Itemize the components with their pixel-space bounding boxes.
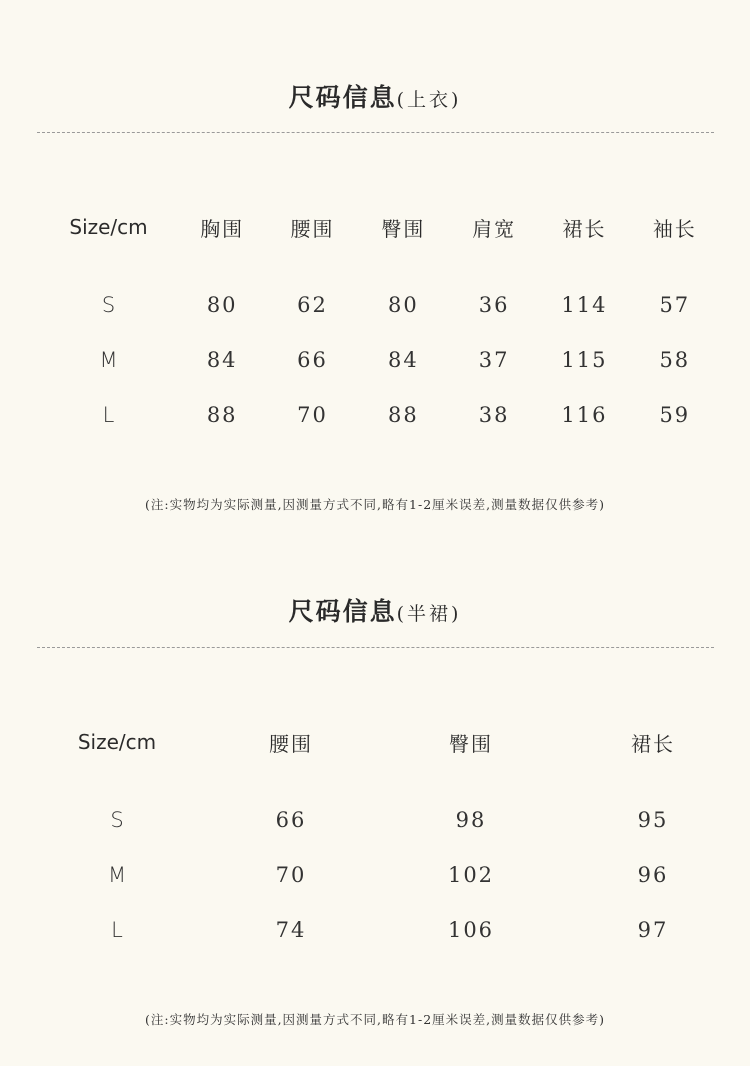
table-cell: 88 (206, 402, 238, 427)
table-cell: 70 (297, 402, 328, 427)
skirt-section-title (0, 592, 750, 628)
table-row (28, 902, 740, 957)
table-cell: 66 (297, 347, 328, 372)
skirt-table-header-row (28, 722, 740, 762)
table-cell: 80 (206, 292, 238, 317)
table-cell: 114 (561, 292, 608, 317)
table-cell: 88 (387, 402, 419, 427)
table-cell: 36 (478, 292, 510, 317)
top-header-dress-length: 裙长 (562, 216, 607, 241)
size-cell: S (101, 292, 116, 317)
table-cell: 38 (478, 402, 510, 427)
table-cell: 74 (275, 917, 307, 942)
table-cell: 96 (637, 862, 669, 887)
top-header-bust: 胸围 (200, 216, 245, 241)
table-cell: 102 (447, 862, 495, 887)
skirt-header-length: 裙长 (631, 731, 675, 756)
table-cell: 84 (387, 347, 419, 372)
top-section-title (0, 78, 750, 114)
table-cell: 84 (206, 347, 238, 372)
table-row (40, 387, 720, 442)
top-title-sub: (上衣) (396, 89, 462, 111)
table-cell: 106 (447, 917, 495, 942)
top-table-header-row (40, 207, 720, 247)
top-size-table (40, 207, 720, 442)
skirt-size-table (28, 722, 740, 957)
size-cell: L (102, 402, 115, 427)
top-measurement-note: (注:实物均为实际测量,因测量方式不同,略有1-2厘米误差,测量数据仅供参考) (144, 497, 606, 512)
table-cell: 80 (387, 292, 419, 317)
skirt-header-hip: 臀围 (449, 731, 493, 756)
skirt-header-waist: 腰围 (269, 731, 313, 756)
table-cell: 58 (659, 347, 691, 372)
size-cell: M (99, 347, 118, 372)
table-cell: 66 (275, 807, 307, 832)
table-cell: 70 (275, 862, 307, 887)
table-row (40, 277, 720, 332)
table-row (28, 847, 740, 902)
top-header-size: Size/cm (69, 215, 148, 239)
skirt-title-divider (37, 647, 714, 648)
skirt-title-main: 尺码信息 (288, 597, 397, 626)
table-cell: 115 (561, 347, 608, 372)
table-cell: 95 (637, 807, 669, 832)
table-cell: 98 (455, 807, 487, 832)
top-header-sleeve-length: 袖长 (652, 216, 697, 241)
skirt-measurement-note: (注:实物均为实际测量,因测量方式不同,略有1-2厘米误差,测量数据仅供参考) (144, 1012, 606, 1027)
top-title-divider (37, 132, 714, 133)
top-header-waist: 腰围 (290, 216, 335, 241)
top-header-shoulder: 肩宽 (472, 216, 517, 241)
skirt-title-sub: (半裙) (396, 603, 462, 625)
size-cell: M (107, 862, 127, 887)
size-cell: S (110, 807, 124, 832)
table-cell: 37 (478, 347, 510, 372)
top-header-hip: 臀围 (381, 216, 426, 241)
table-row (40, 332, 720, 387)
table-cell: 62 (297, 292, 328, 317)
size-cell: L (111, 917, 123, 942)
skirt-header-size: Size/cm (77, 730, 157, 754)
table-row (28, 792, 740, 847)
top-title-main: 尺码信息 (288, 83, 397, 112)
table-cell: 97 (637, 917, 669, 942)
table-cell: 59 (659, 402, 691, 427)
table-cell: 57 (659, 292, 691, 317)
table-cell: 116 (561, 402, 608, 427)
